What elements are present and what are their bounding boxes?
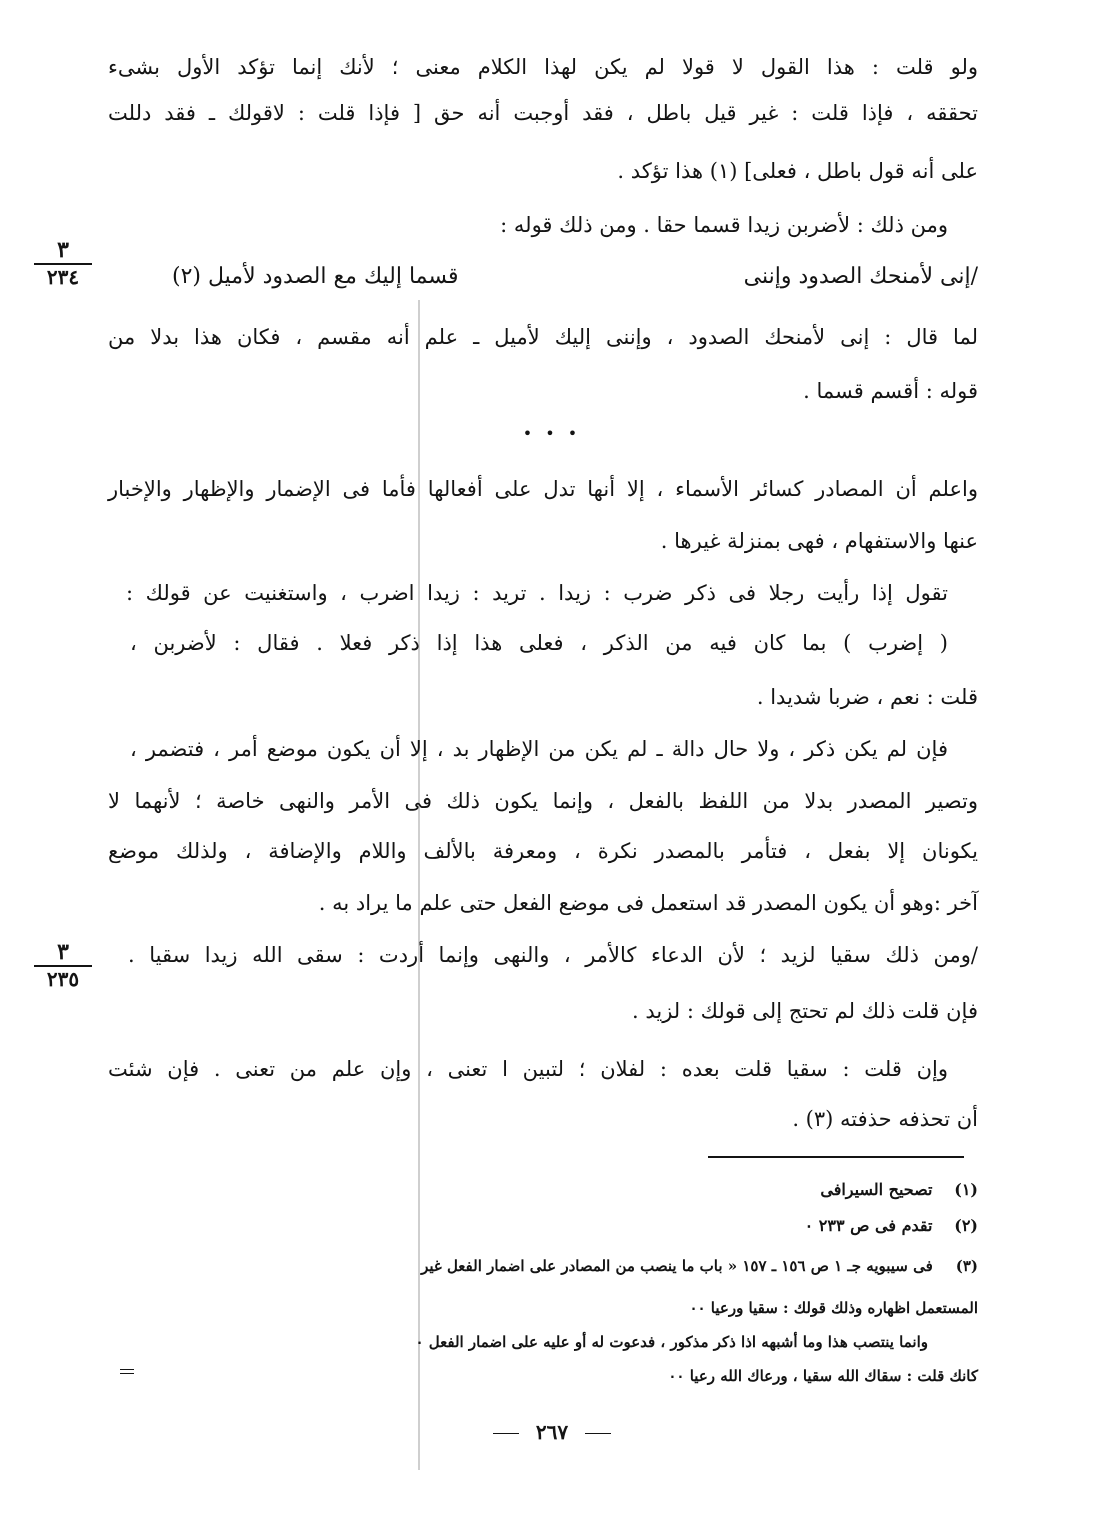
- paragraph-line-4: ( إضرب ) بما كان فيه من الذكر ، فعلى هذا إذا ذكر فعلا . فقال : لأضربن ،: [130, 631, 948, 655]
- body-line-1: ولو قلت : هذا القول لا قولا لم يكن لهذا الكلام معنى ؛ لأنك إنما تؤكد الأول بشىء: [108, 55, 978, 79]
- footnote-text: فى سيبويه جـ ١ ص ١٥٦ ـ ١٥٧ « باب ما ينصب من المصادر على اضمار الفعل غير: [421, 1257, 933, 1275]
- paragraph-line-1: واعلم أن المصادر كسائر الأسماء ، إلا أنها تدل على أفعالها فأما فى الإضمار والإظهار والإخبار: [108, 477, 978, 501]
- footnote-3-continuation-3: كانك قلت : سقاك الله سقيا ، ورعاك الله رعيا ٠٠: [668, 1367, 978, 1385]
- body-line-6: قوله : أقسم قسما .: [803, 379, 978, 403]
- footnote-3-continuation-2: وانما ينتصب هذا وما أشبهه اذا ذكر مذكور ، فدعوت له أو عليه على اضمار الفعل ٠: [415, 1333, 928, 1351]
- paragraph-line-13: أن تحذفه حذفته (٣) .: [792, 1107, 978, 1131]
- body-line-2: تحققه ، فإذا قلت : غير قيل باطل ، فقد أوجبت أنه حق [ فإذا قلت : لاقولك ـ فقد دللت: [108, 101, 978, 125]
- paragraph-line-10: /ومن ذلك سقيا لزيد ؛ لأن الدعاء كالأمر ، والنهى وإنما أردت : سقى الله زيدا سقيا .: [128, 943, 978, 967]
- double-dash-mark: [120, 1366, 134, 1377]
- footnote-number: (٣): [955, 1257, 978, 1275]
- margin-volume: ٣: [57, 237, 69, 263]
- margin-volume: ٣: [57, 939, 69, 965]
- paragraph-line-2: عنها والاستفهام ، فهى بمنزلة غيرها .: [660, 529, 978, 553]
- page-number-dash: [493, 1433, 519, 1434]
- footnote-3-continuation-1: المستعمل اظهاره وذلك قولك : سقيا ورعيا ٠٠: [689, 1299, 978, 1317]
- margin-page-ref-235: [28, 940, 98, 990]
- footnote-number: (١): [954, 1180, 978, 1199]
- section-separator: • • •: [522, 424, 582, 443]
- footnote-text: تصحيح السيرافى: [820, 1180, 933, 1199]
- body-line-5: لما قال : إنى لأمنحك الصدود ، وإننى إليك لأميل ـ علم أنه مقسم ، فكان هذا بدلا من: [108, 325, 978, 349]
- paragraph-line-5: قلت : نعم ، ضربا شديدا .: [756, 685, 978, 709]
- margin-page: ٢٣٥: [46, 967, 80, 991]
- footnote-separator: [708, 1156, 964, 1158]
- paragraph-line-9: آخر :وهو أن يكون المصدر قد استعمل فى موضع الفعل حتى علم ما يراد به .: [318, 891, 978, 915]
- page-number-value: ٢٦٧: [535, 1420, 569, 1444]
- page-number-dash: [585, 1433, 611, 1434]
- paragraph-line-12: وإن قلت : سقيا قلت بعده : لفلان ؛ لتبين ا تعنى ، وإن علم من تعنى . فإن شئت: [108, 1057, 948, 1081]
- margin-page: ٢٣٤: [46, 265, 80, 289]
- paragraph-line-11: فإن قلت ذلك لم تحتج إلى قولك : لزيد .: [632, 999, 978, 1023]
- paragraph-line-6: فإن لم يكن ذكر ، ولا حال دالة ـ لم يكن من الإظهار بد ، إلا أن يكون موضع أمر ، فتضمر ،: [130, 737, 948, 761]
- footnote-2: [805, 1214, 978, 1238]
- page-number: [0, 1420, 1104, 1444]
- paragraph-line-8: يكونان إلا بفعل ، فتأمر بالمصدر نكرة ، ومعرفة بالألف واللام والإضافة ، ولذلك موضع: [108, 839, 978, 863]
- footnote-3: [421, 1254, 978, 1278]
- verse-first-hemistich: /إنى لأمنحك الصدود وإننى: [743, 264, 978, 289]
- verse-second-hemistich: قسما إليك مع الصدود لأميل (٢): [172, 264, 459, 289]
- body-line-4: ومن ذلك : لأضربن زيدا قسما حقا . ومن ذلك قوله :: [500, 213, 948, 237]
- margin-page-ref-234: [28, 238, 98, 288]
- paragraph-line-7: وتصير المصدر بدلا من اللفظ بالفعل ، وإنما يكون ذلك فى الأمر والنهى خاصة ؛ لأنهما لا: [108, 789, 978, 813]
- body-line-3: على أنه قول باطل ، فعلى] (١) هذا تؤكد .: [617, 159, 978, 183]
- footnote-number: (٢): [954, 1216, 978, 1235]
- footnote-text: تقدم فى ص ٢٣٣ ٠: [804, 1216, 933, 1235]
- paragraph-line-3: تقول إذا رأيت رجلا فى ذكر ضرب : زيدا . تريد : زيدا اضرب ، واستغنيت عن قولك :: [126, 581, 948, 605]
- footnote-1: [820, 1178, 978, 1202]
